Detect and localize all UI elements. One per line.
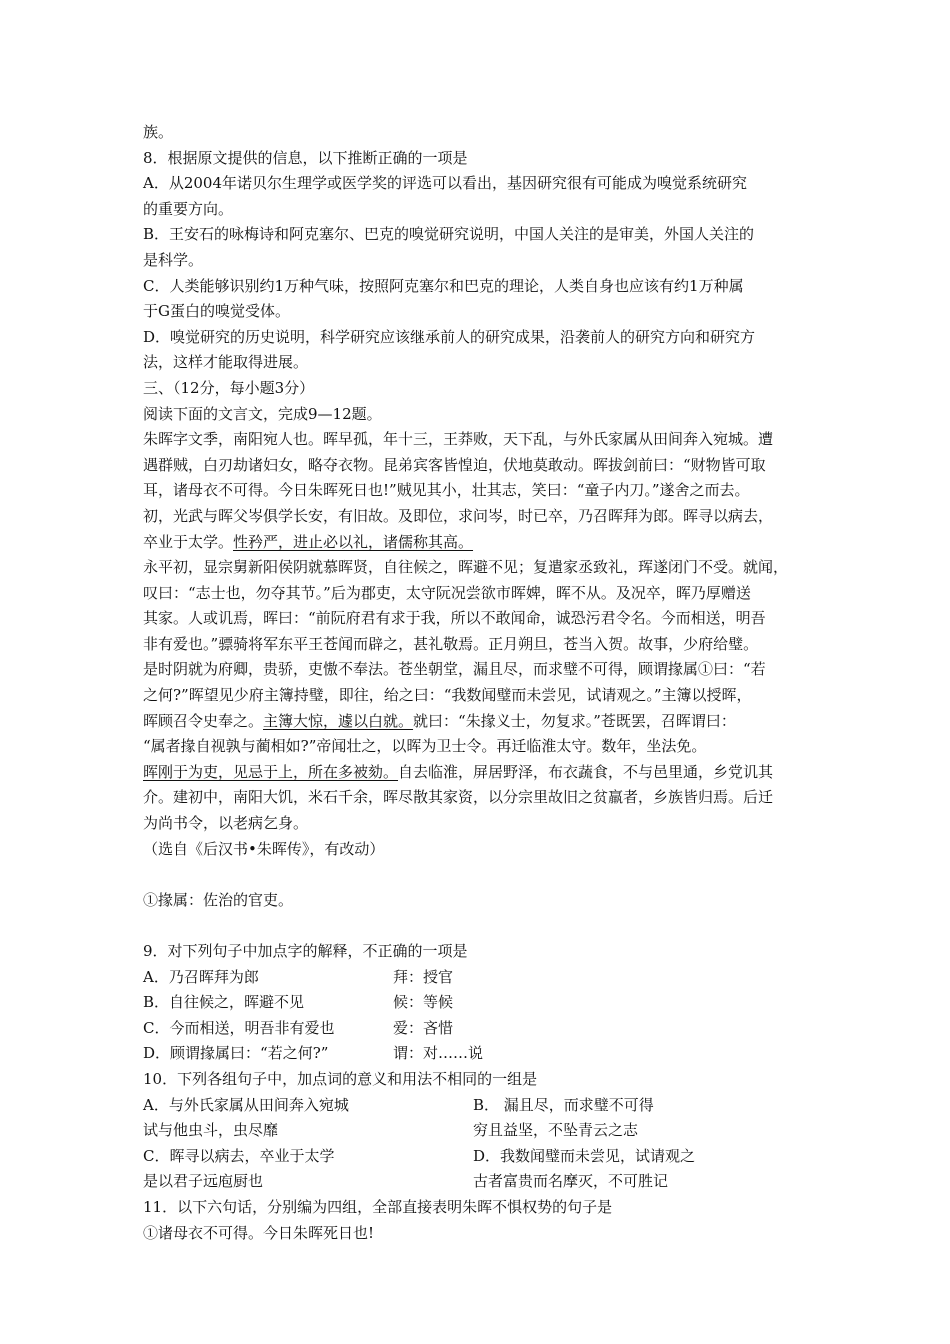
passage-line [143, 530, 823, 556]
passage-line: 叹曰：“志士也，勿夺其节。”后为郡吏，太守阮况尝欲市晖婢，晖不从。及况卒，晖乃厚赠送 [143, 583, 751, 602]
question-11-item: ①诸母衣不可得。今日朱晖死日也! [143, 1223, 375, 1242]
question-10-row [143, 1169, 823, 1195]
option-gloss: 谓：对……说 [393, 1044, 484, 1063]
question-10-stem: 10．下列各组句子中，加点词的意义和用法不相同的一组是 [143, 1069, 538, 1088]
option-gloss: 爱：吝惜 [393, 1018, 454, 1037]
passage-line: 其家。人或讥焉，晖曰：“前阮府君有求于我，所以不敢闻命，诚恐污君令名。今而相送，明吾 [143, 609, 766, 628]
passage-line [143, 709, 823, 735]
passage-line: 非有爱也。”骠骑将军东平王苍闻而辟之，甚礼敬焉。正月朔旦，苍当入贺。故事，少府给璧。 [143, 634, 759, 653]
option-gloss: 候：等候 [393, 993, 454, 1012]
section-heading: 三、（12分，每小题3分） [143, 378, 315, 397]
text-line: 族。 [143, 123, 174, 141]
underlined-sentence: 晖刚于为吏，见忌于上，所在多被劾。 [143, 762, 399, 781]
question-8-option-c: C．人类能够识别约1万种气味，按照阿克塞尔和巴克的理论，人类自身也应该有约1万种属 [143, 276, 744, 295]
option-sentence: A．乃召晖拜为郎 [143, 967, 259, 986]
question-9-option-b [143, 990, 823, 1016]
passage-text: 卒业于太学。 [143, 532, 234, 551]
option-sentence: B．自往候之，晖避不见 [143, 993, 305, 1012]
passage-line: 初，光武与晖父岑俱学长安，有旧故。及即位，求问岑，时已卒，乃召晖拜为郎。晖寻以病去， [143, 506, 774, 525]
footnote: ①掾属：佐治的官吏。 [143, 890, 294, 909]
question-8-option-b: B．王安石的咏梅诗和阿克塞尔、巴克的嗅觉研究说明，中国人关注的是审美，外国人关注的 [143, 225, 755, 244]
option-right: D．我数闻璧而未尝见，试请观之 [473, 1146, 696, 1165]
question-10-row [143, 1093, 823, 1119]
passage-text: 晖顾召令史奉之。 [143, 711, 264, 730]
option-right: 古者富贵而名摩灭，不可胜记 [473, 1172, 669, 1191]
passage-instruction: 阅读下面的文言文，完成9—12题。 [143, 404, 382, 423]
option-sentence: C．今而相送，明吾非有爱也 [143, 1018, 335, 1037]
text-line: 法，这样才能取得进展。 [143, 353, 309, 372]
question-8-option-a: A．从2004年诺贝尔生理学或医学奖的评选可以看出，基因研究很有可能成为嗅觉系统研究 [143, 174, 748, 193]
passage-text: 就曰：“朱掾义士，勿复求。”苍既罢，召晖谓曰： [413, 711, 736, 730]
passage-line: 朱晖字文季，南阳宛人也。晖早孤，年十三，王莽败，天下乱，与外氏家属从田间奔入宛城。遭 [143, 430, 774, 449]
blank-line [143, 862, 823, 888]
option-left: 是以君子远庖厨也 [143, 1172, 264, 1191]
text-line: 于G蛋白的嗅觉受体。 [143, 302, 290, 321]
passage-line: 是时阴就为府卿，贵骄，吏慠不奉法。苍坐朝堂，漏且尽，而求璧不可得，顾谓掾属①曰：“若 [143, 660, 766, 679]
question-11-stem: 11．以下六句话，分别编为四组，全部直接表明朱晖不惧权势的句子是 [143, 1197, 613, 1216]
question-10-row [143, 1118, 823, 1144]
text-line: 的重要方向。 [143, 199, 234, 218]
text-line: 是科学。 [143, 250, 204, 269]
underlined-sentence: 主簿大惊，遽以白就。 [263, 711, 414, 730]
document-body [143, 120, 823, 1246]
option-left: 试与他虫斗，虫尽靡 [143, 1121, 279, 1140]
passage-line: 耳，诸母衣不可得。今日朱晖死日也!”贼见其小，壮其志，笑曰：“童子内刀。”遂舍之而去。 [143, 481, 750, 500]
source-citation: （选自《后汉书•朱晖传》，有改动） [143, 839, 385, 858]
passage-line: 之何?”晖望见少府主簿持璧，即往，绐之曰：“我数闻璧而未尝见，试请观之。”主簿以授晖， [143, 686, 752, 705]
question-8-stem: 8．根据原文提供的信息，以下推断正确的一项是 [143, 148, 468, 167]
option-gloss: 拜：授官 [393, 967, 454, 986]
passage-line: 永平初，显宗舅新阳侯阴就慕晖贤，自往候之，晖避不见；复遣家丞致礼，珲遂闭门不受。就闻， [143, 558, 789, 577]
question-9-option-a [143, 965, 823, 991]
passage-line: 介。建初中，南阳大饥，米石千余，晖尽散其家资，以分宗里故旧之贫羸者，乡族皆归焉。后迁 [143, 788, 774, 807]
passage-text: 自去临淮，屏居野泽，布衣蔬食，不与邑里通，乡党讥其 [398, 762, 774, 781]
question-8-option-d: D．嗅觉研究的历史说明，科学研究应该继承前人的研究成果，沿袭前人的研究方向和研究方 [143, 327, 756, 346]
option-sentence: D．顾谓掾属曰：“若之何?” [143, 1044, 329, 1063]
question-9-stem: 9．对下列句子中加点字的解释，不正确的一项是 [143, 942, 468, 960]
question-9-option-d [143, 1041, 823, 1067]
underlined-sentence: 性矜严，进止必以礼，诸儒称其高。 [233, 532, 474, 551]
option-left: C．晖寻以病去，卒业于太学 [143, 1146, 335, 1165]
option-right: B． 漏且尽，而求璧不可得 [473, 1095, 654, 1114]
passage-line [143, 760, 823, 786]
question-10-row [143, 1144, 823, 1170]
option-right: 穷且益坚，不坠青云之志 [473, 1121, 639, 1140]
blank-line [143, 913, 823, 939]
passage-line: 遇群贼，白刃劫诸妇女，略夺衣物。昆弟宾客皆惶迫，伏地莫敢动。晖拔剑前曰：“财物皆可取 [143, 455, 766, 474]
option-left: A．与外氏家属从田间奔入宛城 [143, 1095, 349, 1114]
question-9-option-c [143, 1016, 823, 1042]
passage-line: 为尚书令，以老病乞身。 [143, 814, 309, 833]
passage-line: “属者掾自视孰与蔺相如?”帝闻壮之，以晖为卫士令。再迁临淮太守。数年，坐法免。 [143, 737, 707, 756]
